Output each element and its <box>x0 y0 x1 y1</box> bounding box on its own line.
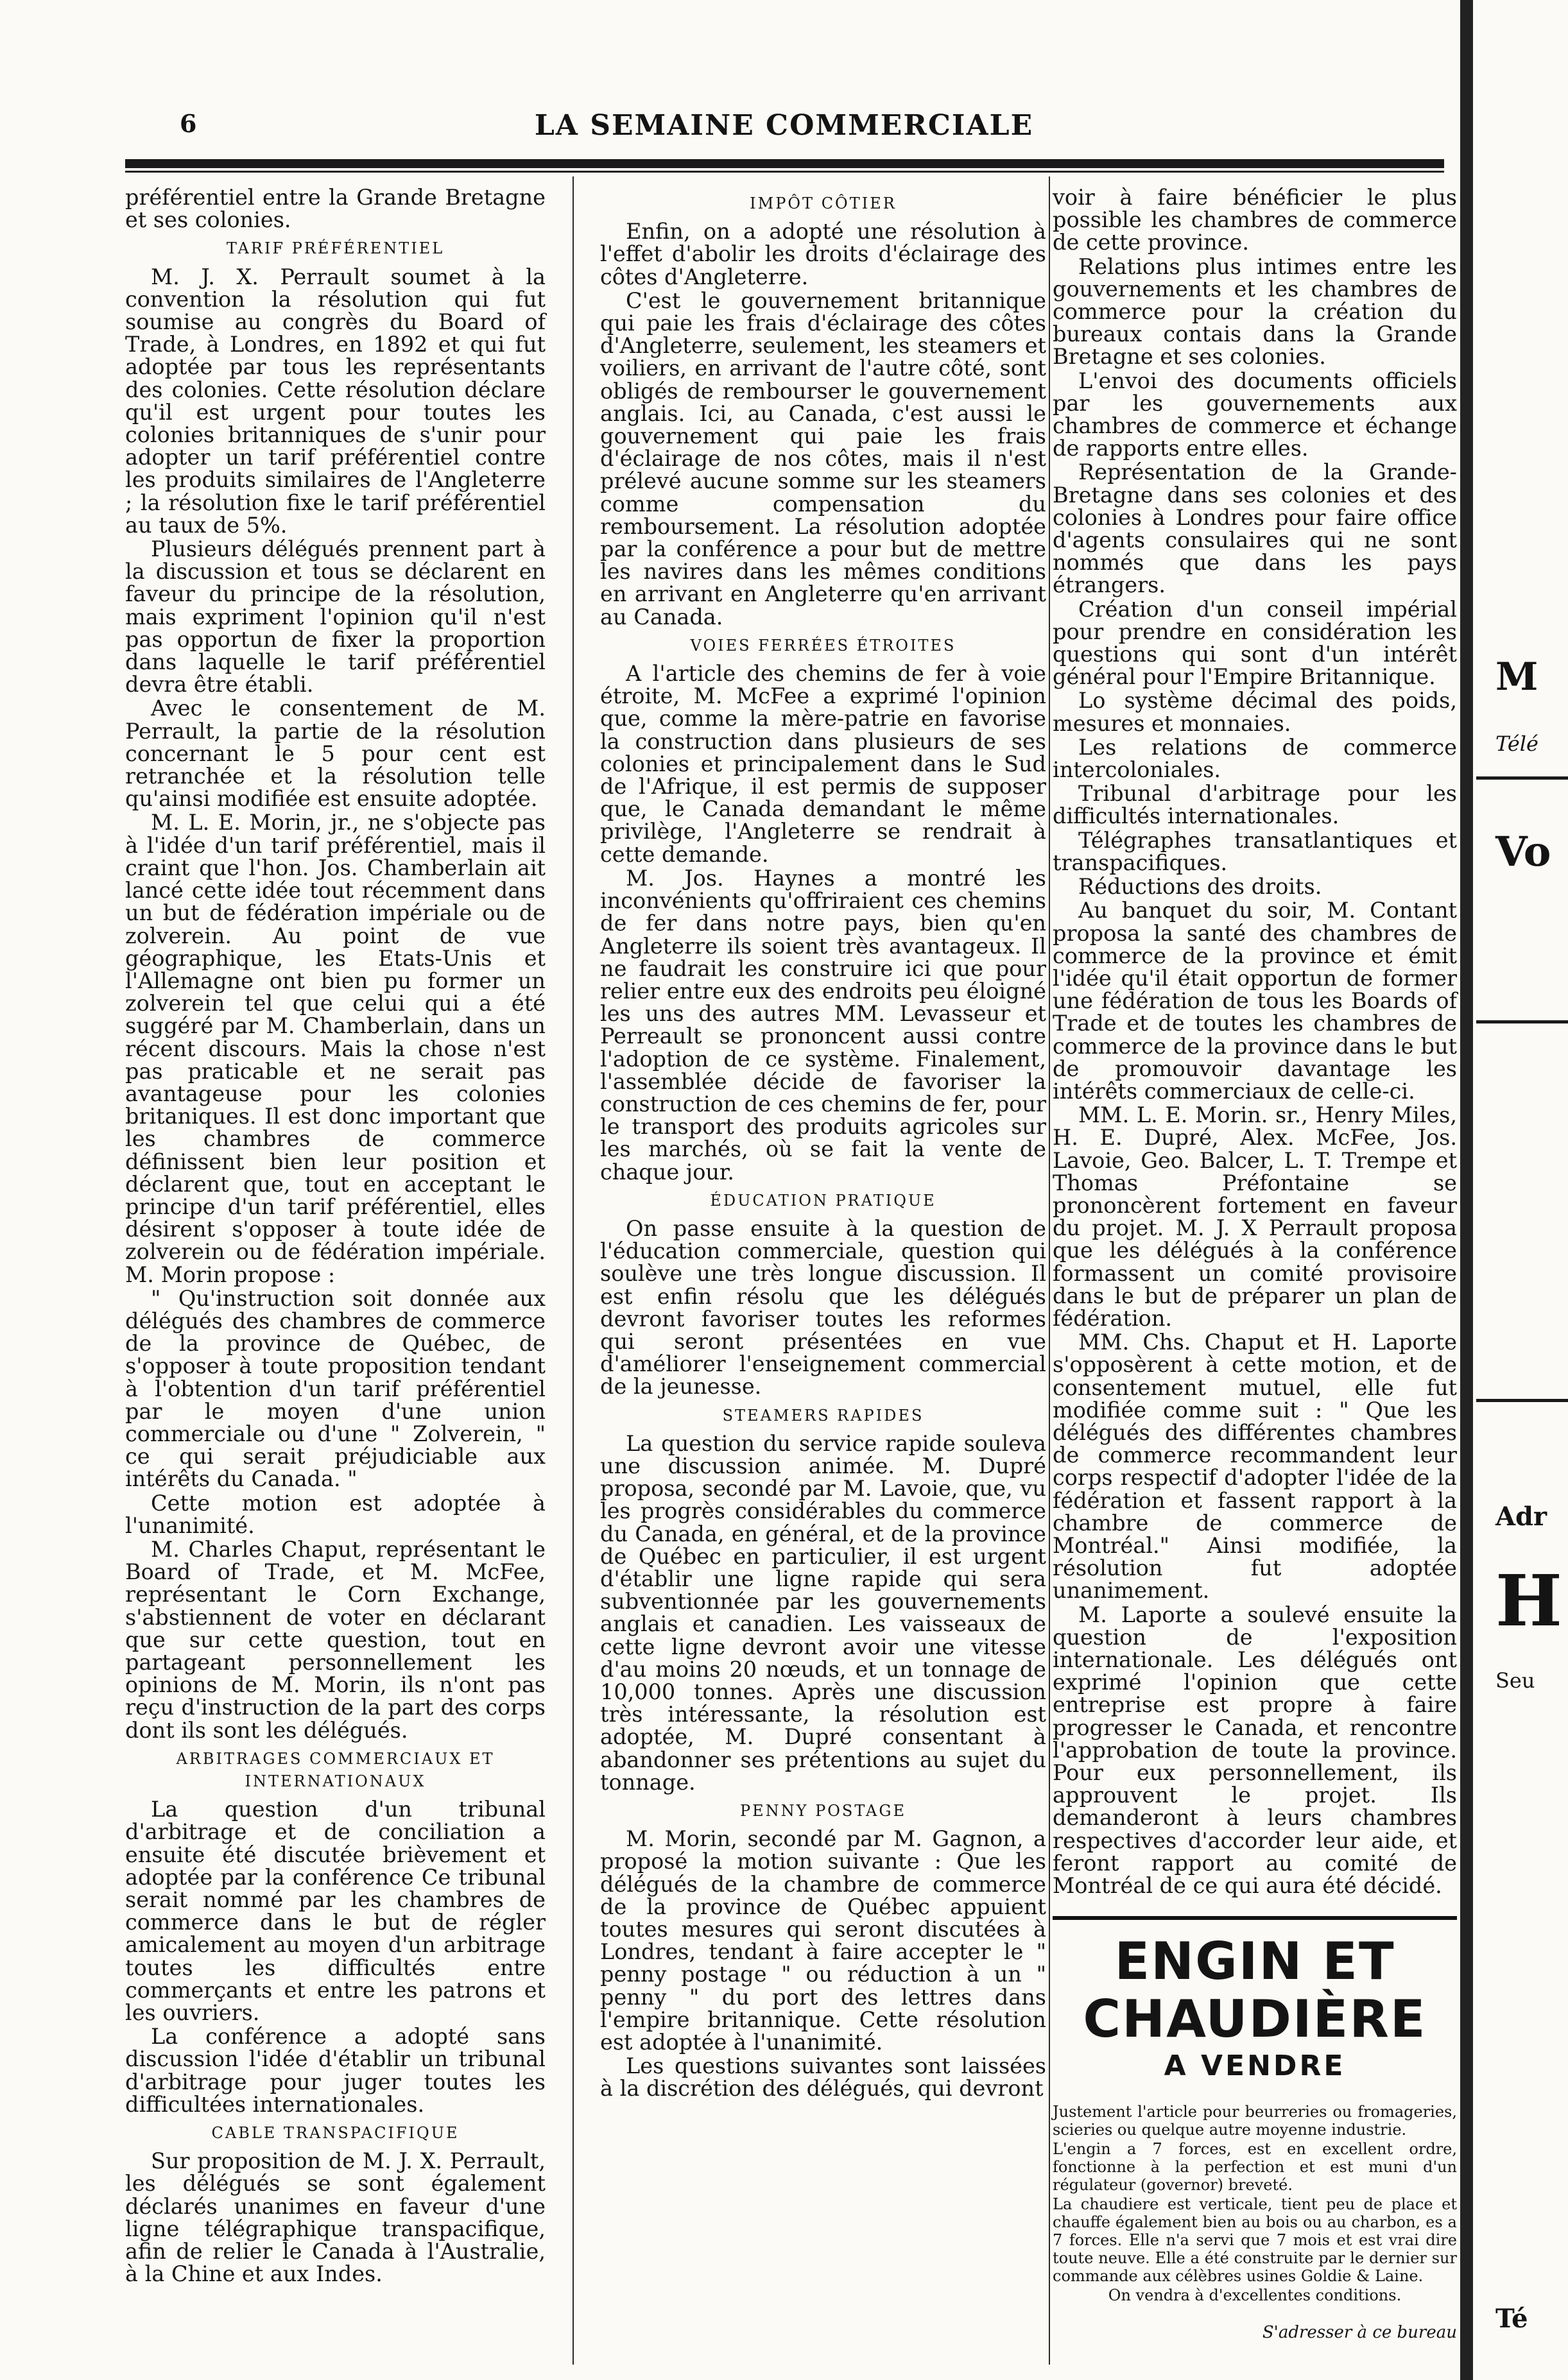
fragment-text: H <box>1495 1559 1562 1642</box>
paragraph: préférentiel entre la Grande Bretagne et ses colonies. <box>125 185 546 233</box>
column-3 <box>1053 186 1457 2341</box>
section-heading: ARBITRAGES COMMERCIAUX ET INTERNATIONAUX <box>176 1749 495 1791</box>
paragraph: A l'article des chemins de fer à voie étroite, M. McFee a exprimé l'opinion que, comme la mère-patrie en favorise la construction dans plusieurs de ses colonies et principalement dans le Sud de l'Afrique, il est permis de supposer que, le Canada demandant le même privilège, l'Angleterre se rendrait à cette demande. <box>600 661 1046 867</box>
paragraph: " Qu'instruction soit donnée aux délégués des chambres de commerce de la province de Québec, de s'opposer à toute proposition tendant à l'obtention d'un tarif préférentiel par le moyen d'une union commerciale ou d'une " Zolverein, " ce qui serait préjudiciable aux intérêts du Canada. " <box>125 1285 546 1492</box>
section-heading: PENNY POSTAGE <box>739 1802 907 1820</box>
ad-paragraph: L'engin a 7 forces, est en excellent ordre, fonctionne à la perfection et est muni d'un régulateur (governor) breveté. <box>1053 2140 1457 2195</box>
section-heading: VOIES FERRÉES ÉTROITES <box>690 636 956 655</box>
section-heading: TARIF PRÉFÉRENTIEL <box>226 239 445 258</box>
paragraph: Plusieurs délégués prennent part à la discussion et tous se déclarent en faveur du principe de la résolution, mais expriment l'opinion qu'il n'est pas opportun de fixer la proportion dans laquelle le tarif préférentiel devra être établi. <box>125 536 546 698</box>
fragment-text: Adr <box>1495 1502 1547 1532</box>
paragraph: Création d'un conseil impérial pour prendre en considération les questions qui sont d'un intérêt général pour l'Empire Britannique. <box>1053 596 1457 690</box>
page-header <box>0 109 1568 154</box>
paragraph: La question d'un tribunal d'arbitrage et de conciliation a ensuite été discutée brièvement et adoptée par la conférence Ce tribunal serait nommé par les chambres de commerce dans le but de régler amicalement au moyen d'un arbitrage toutes les difficultés entre commerçants et entre les patrons et les ouvriers. <box>125 1797 546 2026</box>
paragraph: Tribunal d'arbitrage pour les difficultés internationales. <box>1053 781 1457 829</box>
paragraph: Avec le consentement de M. Perrault, la partie de la résolution concernant le 5 pour cent est retranchée et la résolution telle qu'ainsi modifiée est ensuite adoptée. <box>125 696 546 812</box>
ad-signature: S'adresser à ce bureau <box>1262 2323 1457 2343</box>
masthead: LA SEMAINE COMMERCIALE <box>534 109 1034 142</box>
paragraph: MM. Chs. Chaput et H. Laporte s'opposèrent à cette motion, et de consentement mutuel, elle fut modifiée comme suit : " Que les délégués des différentes chambres de commerce recommandent leur corps respectif d'adopter l'idée de la fédération et fassent rapport à la chambre de commerce de Montréal." Ainsi modifiée, la résolution fut adoptée unanimement. <box>1053 1330 1457 1604</box>
paragraph: Enfin, on a adopté une résolution à l'effet d'abolir les droits d'éclairage des côtes d'Angleterre. <box>600 219 1046 289</box>
section-heading: ÉDUCATION PRATIQUE <box>710 1191 936 1210</box>
paragraph: Relations plus intimes entre les gouvernements et les chambres de commerce pour la création du bureaux contais dans la Grande Bretagne et ses colonies. <box>1053 253 1457 370</box>
paragraph: Lo système décimal des poids, mesures et monnaies. <box>1053 688 1457 736</box>
binding-edge <box>1460 0 1473 2380</box>
paragraph: M. Jos. Haynes a montré les inconvénients qu'offriraient ces chemins de fer dans notre pays, bien qu'en Angleterre ils soient très avantageux. Il ne faudrait les construire ici que pour relier entre eux des endroits peu éloigné les uns des autres MM. Levasseur et Perreault se prononcent aussi contre l'adoption de ce système. Finalement, l'assemblée décide de favoriser la construction de ces chemins de fer, pour le transport des produits agricoles sur les marchés, où se fait la vente de chaque jour. <box>600 865 1046 1185</box>
fragment-text: Vo <box>1495 828 1551 876</box>
paragraph: La question du service rapide souleva une discussion animée. M. Dupré proposa, secondé par M. Lavoie, que, vu les progrès considérables du commerce du Canada, en général, et de la province de Québec en particulier, il est urgent d'établir une ligne rapide qui sera subventionnée par les gouvernements anglais et canadien. Les vaisseaux de cette ligne devront avoir une vitesse d'au moins 20 nœuds, et un tonnage de 10,000 tonnes. Après une discussion très intéressante, la résolution est adoptée, M. Dupré consentant à abandonner ses prétentions au sujet du tonnage. <box>600 1430 1046 1795</box>
paragraph: Les relations de commerce intercoloniales. <box>1053 734 1457 783</box>
fragment-text: Télé <box>1495 732 1538 756</box>
paragraph: Au banquet du soir, M. Contant proposa la santé des chambres de commerce de la province et émit l'idée qu'il était opportun de former une fédération de tous les Boards of Trade et de toutes les chambres de commerce de la province dans le but de promouvoir davantage les intérêts commerciaux de celle-ci. <box>1053 898 1457 1104</box>
column-divider <box>1049 176 1050 2365</box>
column-divider <box>573 176 574 2365</box>
paragraph: Réductions des droits. <box>1078 874 1322 900</box>
fragment-rule <box>1476 1399 1568 1402</box>
ad-title: ENGIN ET CHAUDIÈRE <box>1083 1931 1427 2050</box>
ad-paragraph: Justement l'article pour beurreries ou fromageries, scieries ou quelque autre moyenne industrie. <box>1053 2103 1457 2139</box>
paragraph: On passe ensuite à la question de l'éducation commerciale, question qui soulève une très longue discussion. Il est enfin résolu que les délégués devront favoriser toutes les reformes qui seront présentées en vue d'améliorer l'enseignement commercial de la jeunesse. <box>600 1215 1046 1400</box>
column-2 <box>600 186 1046 2102</box>
fragment-text: Seu <box>1495 1668 1535 1693</box>
header-rule-thin <box>125 171 1444 173</box>
paragraph: M. L. E. Morin, jr., ne s'objecte pas à l'idée d'un tarif préférentiel, mais il craint que l'hon. Jos. Chamberlain ait lancé cette idée tout récemment dans un but de fédération impériale ou de zolverein. Au point de vue géographique, les Etats-Unis et l'Allemagne ont bien pu former un zolverein tel que celui qui a été suggéré par M. Chamberlain, dans un récent discours. Mais la chose n'est pas praticable et ne serait pas avantageuse pour les colonies britaniques. Il est donc important que les chambres de commerce définissent bien leur position et déclarent que, tout en acceptant le principe d'un tarif préférentiel, elles désirent s'opposer à toute idée de zolverein ou de fédération impériale. M. Morin propose : <box>125 810 546 1287</box>
fragment-text: M <box>1495 655 1538 699</box>
paragraph: M. Morin, secondé par M. Gagnon, a proposé la motion suivante : Que les délégués de la chambre de commerce de la province de Québec appuient toutes mesures qui seront discutées à Londres, tendant à faire accepter le " penny postage " ou réduction à un " penny " du port des lettres dans l'empire britannique. Cette résolution est adoptée à l'unanimité. <box>600 1826 1046 2055</box>
fragment-rule <box>1476 776 1568 780</box>
ad-paragraph: La chaudiere est verticale, tient peu de place et chauffe également bien au bois ou au charbon, es a 7 forces. Elle n'a servi que 7 mois et est vrai dire toute neuve. Elle a été construite par le dernier sur commande aux célèbres usines Goldie & Laine. <box>1053 2195 1457 2286</box>
paragraph: Les questions suivantes sont laissées à la discrétion des délégués, qui devront <box>600 2053 1046 2102</box>
column-1 <box>125 186 546 2286</box>
section-heading: CABLE TRANSPACIFIQUE <box>211 2124 460 2143</box>
paragraph: La conférence a adopté sans discussion l'idée d'établir un tribunal d'arbitrage pour juger toutes les difficultées internationales. <box>125 2024 546 2117</box>
paragraph: voir à faire bénéficier le plus possible les chambres de commerce de cette province. <box>1053 185 1457 255</box>
paragraph: M. Laporte a soulevé ensuite la question de l'exposition internationale. Les délégués ont exprimé l'opinion que cette entreprise est propre à faire progresser le Canada, et rencontre l'approbation de toute la province. Pour eux personnellement, ils approuvent le projet. Ils demanderont à leurs chambres respectives d'accorder leur aide, et feront rapport au comité de Montréal de ce qui aura été décidé. <box>1053 1602 1457 1899</box>
paragraph: Télégraphes transatlantiques et transpacifiques. <box>1053 827 1457 875</box>
header-rule <box>125 159 1444 168</box>
fragment-rule <box>1476 1020 1568 1023</box>
section-heading: STEAMERS RAPIDES <box>722 1406 924 1425</box>
paragraph: Sur proposition de M. J. X. Perrault, les délégués se sont également déclarés unanimes en faveur d'une ligne télégraphique transpacifique, afin de relier le Canada à l'Australie, à la Chine et aux Indes. <box>125 2148 546 2287</box>
section-heading: IMPÔT CÔTIER <box>750 194 897 212</box>
paragraph: C'est le gouvernement britannique qui paie les frais d'éclairage des côtes d'Angleterre, seulement, les steamers et voiliers, en arrivant de l'autre côté, sont obligés de rembourser le gouvernement anglais. Ici, au Canada, c'est aussi le gouvernement qui paie les frais d'éclairage de nos côtes, mais il n'est prélevé aucune somme sur les steamers comme compensation du remboursement. La résolution adoptée par la conférence a pour but de mettre les navires dans les mêmes conditions en arrivant en Angleterre qu'en arrivant au Canada. <box>600 287 1046 629</box>
adjacent-page-fragment <box>1476 0 1568 2380</box>
paragraph: MM. L. E. Morin. sr., Henry Miles, H. E. Dupré, Alex. McFee, Jos. Lavoie, Geo. Balcer, L. T. Trempe et Thomas Préfontaine se prononcèrent fortement en faveur du projet. M. J. X Perrault proposa que les délégués à la conférence formassent un comité provisoire dans le but de préparer un plan de fédération. <box>1053 1102 1457 1331</box>
column-3-text <box>1053 186 1457 1897</box>
page-number: 6 <box>180 109 197 138</box>
advertisement <box>1053 1916 1457 2341</box>
paragraph: M. J. X. Perrault soumet à la convention la résolution qui fut soumise au congrès du Board of Trade, à Londres, en 1892 et qui fut adoptée par tous les représentants des colonies. Cette résolution déclare qu'il est urgent pour toutes les colonies britanniques de s'unir pour adopter un tarif préférentiel contre les produits similaires de l'Angleterre ; la résolution fixe le tarif préférentiel au taux de 5%. <box>125 264 546 538</box>
fragment-text: Té <box>1495 2304 1528 2334</box>
paragraph: L'envoi des documents officiels par les gouvernements aux chambres de commerce et échange de rapports entre elles. <box>1053 368 1457 461</box>
ad-body <box>1053 2103 1457 2341</box>
ad-subtitle: A VENDRE <box>1164 2050 1346 2083</box>
paragraph: Représentation de la Grande-Bretagne dans ses colonies et des colonies à Londres pour faire office d'agents consulaires qui ne sont nommés que dans les pays étrangers. <box>1053 459 1457 598</box>
paragraph: M. Charles Chaput, représentant le Board of Trade, et M. McFee, représentant le Corn Exchange, s'abstiennent de voter en déclarant que sur cette question, tout en partageant personnellement les opinions de M. Morin, ils n'ont pas reçu d'instruction de la part des corps dont ils sont les délégués. <box>125 1536 546 1743</box>
ad-paragraph: On vendra à d'excellentes conditions. <box>1108 2286 1402 2305</box>
paragraph: Cette motion est adoptée à l'unanimité. <box>125 1490 546 1538</box>
